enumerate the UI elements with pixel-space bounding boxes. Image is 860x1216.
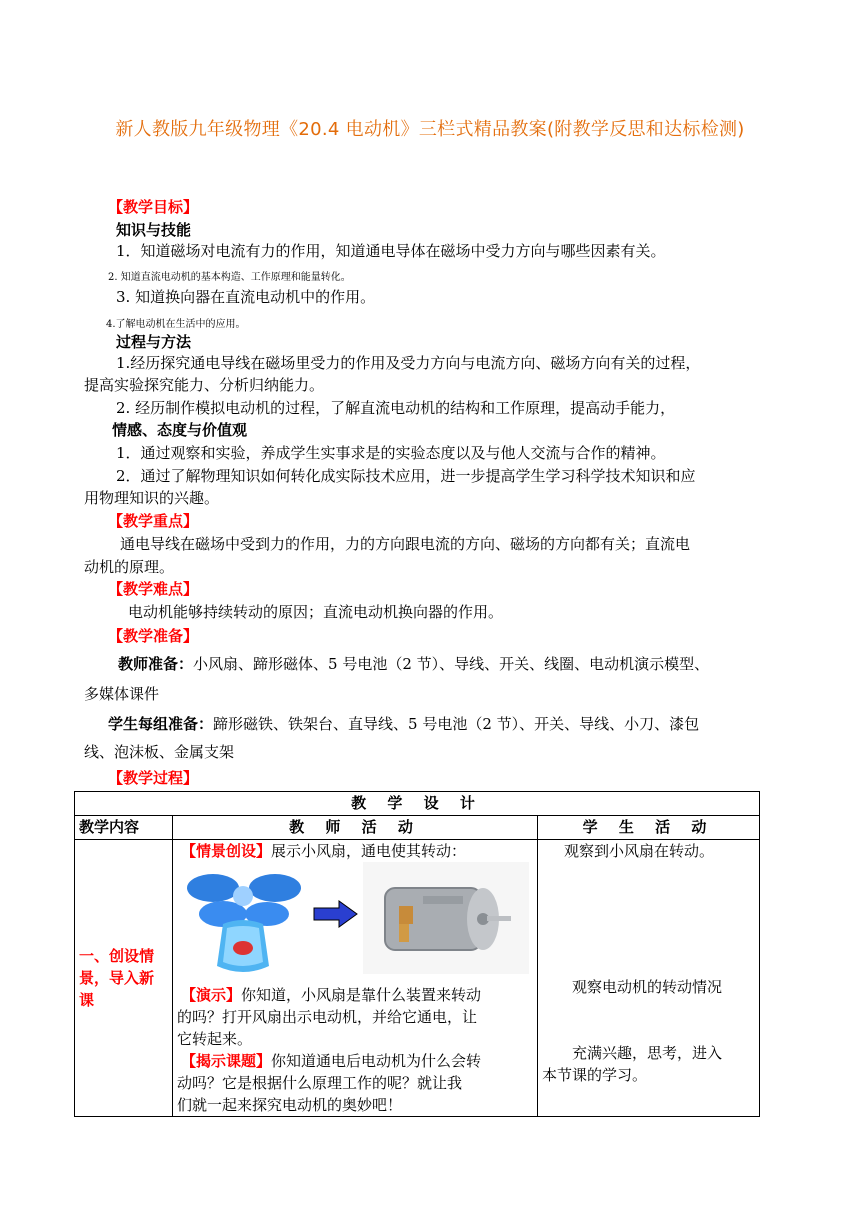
knowledge-item-4: 4.了解电动机在生活中的应用。: [106, 319, 246, 330]
difficulty-text: 电动机能够持续转动的原因；直流电动机换向器的作用。: [128, 603, 504, 621]
attitude-label: 情感、态度与价值观: [112, 421, 248, 439]
teacher-prep-text: 小风扇、蹄形磁体、5 号电池（2 节）、导线、开关、线圈、电动机演示模型、: [193, 655, 710, 673]
topic-text-3: 们就一起来探究电动机的奥妙吧！: [177, 1096, 403, 1114]
col-header-content: 教学内容: [75, 816, 173, 840]
process-label: 过程与方法: [116, 333, 192, 351]
col-header-teacher: 教 师 活 动: [173, 816, 538, 840]
col-header-student: 学 生 活 动: [538, 816, 760, 840]
knowledge-item-3: 3. 知道换向器在直流电动机中的作用。: [116, 288, 376, 306]
student-prep-text: 蹄形磁铁、铁架台、直导线、5 号电池（2 节）、开关、导线、小刀、漆包: [213, 715, 700, 733]
process-item-1: 1.经历探究通电导线在磁场里受力的作用及受力方向与电流方向、磁场方向有关的过程，: [116, 354, 701, 372]
demo-text-3: 它转起来。: [177, 1030, 253, 1048]
topic-text-1: 你知道通电后电动机为什么会转: [271, 1052, 482, 1070]
table-caption: 教 学 设 计: [75, 792, 760, 816]
keypoints-heading: 【教学重点】: [108, 512, 199, 530]
attitude-item-1: 1．通过观察和实验，养成学生实事求是的实验态度以及与他人交流与合作的精神。: [116, 444, 666, 462]
keypoints-text: 通电导线在磁场中受到力的作用，力的方向跟电流的方向、磁场的方向都有关；直流电: [120, 535, 691, 553]
student-prep-label: 学生每组准备：: [108, 715, 214, 733]
teacher-prep-cont: 多媒体课件: [84, 685, 160, 703]
content-line-2: 景，导入新: [79, 969, 155, 987]
student-activity-1: 观察到小风扇在转动。: [564, 842, 715, 860]
document-title: 新人教版九年级物理《20.4 电动机》三栏式精品教案(附教学反思和达标检测): [115, 119, 745, 140]
knowledge-item-1: 1．知道磁场对电流有力的作用，知道通电导体在磁场中受力方向与哪些因素有关。: [116, 242, 666, 260]
lesson-design-table: [74, 791, 760, 1117]
arrow-right-icon: [313, 900, 359, 928]
difficulty-heading: 【教学难点】: [108, 580, 199, 598]
keypoints-text-cont: 动机的原理。: [84, 558, 175, 576]
teacher-prep: [118, 653, 709, 675]
knowledge-label: 知识与技能: [116, 221, 192, 239]
objectives-heading: 【教学目标】: [108, 198, 199, 216]
student-activity-2: 观察电动机的转动情况: [572, 978, 723, 996]
teacher-activity-1: [181, 840, 533, 862]
process-item-2: 2. 经历制作模拟电动机的过程，了解直流电动机的结构和工作原理，提高动手能力，: [116, 399, 676, 417]
student-activity-3: 充满兴趣，思考，进入: [572, 1044, 723, 1062]
table-row-content: [75, 840, 173, 1117]
motor-image: [363, 862, 529, 974]
fan-image: [183, 866, 303, 978]
teacher-activity-3: [181, 1050, 533, 1072]
scene-text: 展示小风扇，通电使其转动：: [271, 842, 467, 860]
knowledge-item-2: 2. 知道直流电动机的基本构造、工作原理和能量转化。: [108, 272, 351, 283]
student-activity-3-cont: 本节课的学习。: [542, 1066, 648, 1084]
attitude-item-2-cont: 用物理知识的兴趣。: [84, 489, 220, 507]
demo-tag: 【演示】: [181, 986, 242, 1004]
content-line-1: 一、创设情: [79, 947, 155, 965]
attitude-item-2: 2．通过了解物理知识如何转化成实际技术应用，进一步提高学生学习科学技术知识和应: [116, 467, 696, 485]
topic-tag: 【揭示课题】: [181, 1052, 272, 1070]
table-row-student: [538, 840, 760, 1117]
prep-heading: 【教学准备】: [108, 627, 199, 645]
demo-text-1: 你知道，小风扇是靠什么装置来转动: [241, 986, 482, 1004]
teacher-prep-label: 教师准备：: [118, 655, 194, 673]
student-prep: [108, 713, 699, 735]
process-heading: 【教学过程】: [108, 769, 199, 787]
topic-text-2: 动吗？它是根据什么原理工作的呢？就让我: [177, 1074, 463, 1092]
fan-motor-figure: [177, 862, 533, 980]
content-line-3: 课: [79, 991, 95, 1009]
teacher-activity-2: [181, 984, 533, 1006]
process-item-1-cont: 提高实验探究能力、分析归纳能力。: [84, 376, 325, 394]
scene-tag: 【情景创设】: [181, 842, 272, 860]
student-prep-cont: 线、泡沫板、金属支架: [84, 743, 235, 761]
demo-text-2: 的吗？打开风扇出示电动机，并给它通电，让: [177, 1008, 478, 1026]
table-row-teacher: [173, 840, 538, 1117]
